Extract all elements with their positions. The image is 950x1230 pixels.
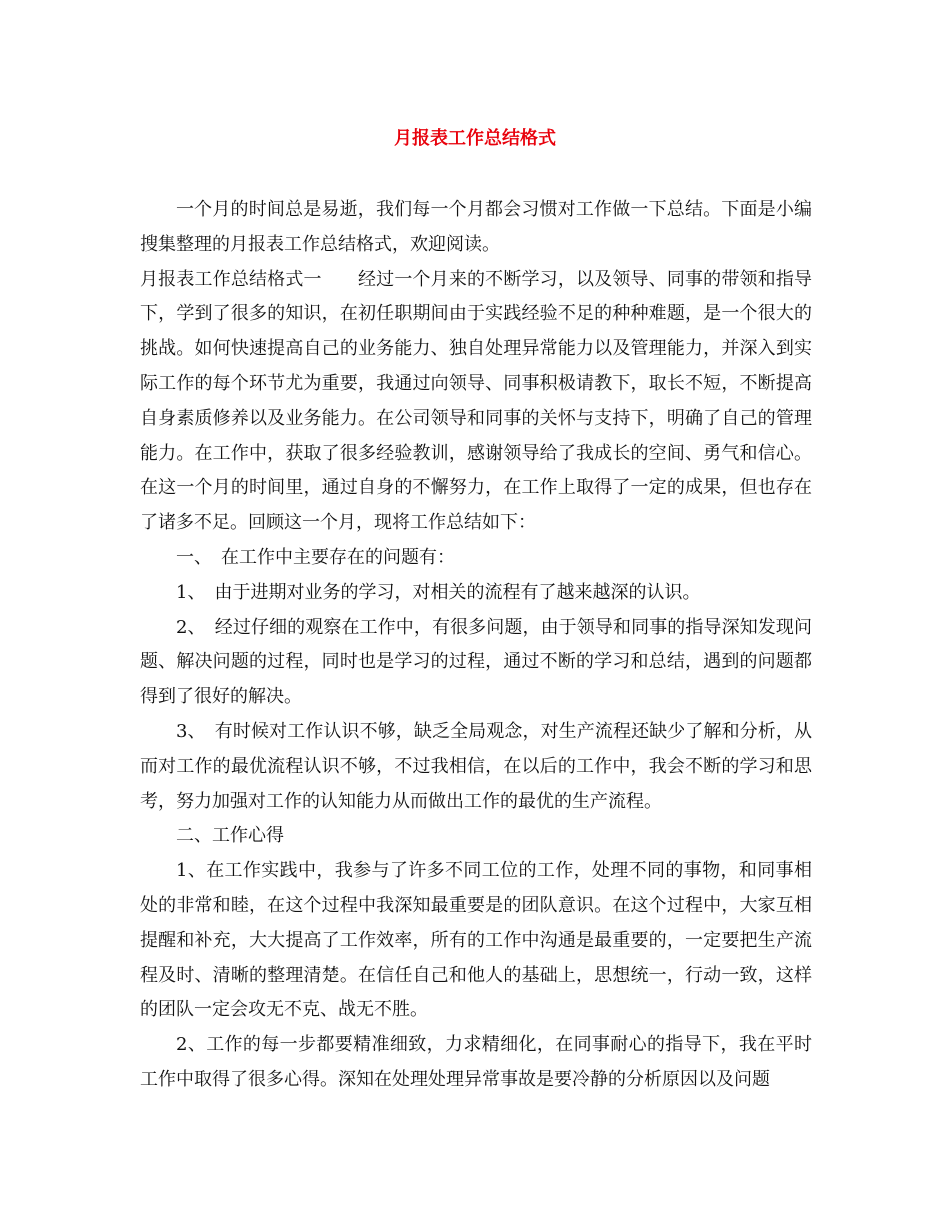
section1-paragraph: 月报表工作总结格式一 经过一个月来的不断学习，以及领导、同事的带领和指导下，学到了很多的知识，在初任职期间由于实践经验不足的种种难题，是一个很大的挑战。如何快速提高自己的业务能力、独自处理异常能力以及管理能力，并深入到实际工作的每个环节尤为重要，我通过向领导、同事积极请教下，取长不短，不断提高自身素质修养以及业务能力。在公司领导和同事的关怀与支持下，明确了自己的管理能力。在工作中，获取了很多经验教训，感谢领导给了我成长的空间、勇气和信心。在这一个月的时间里，通过自身的不懈努力，在工作上取得了一定的成果，但也存在了诸多不足。回顾这一个月，现将工作总结如下： [140,268,812,534]
problems-heading: 一、 在工作中主要存在的问题有： [176,546,455,568]
experience-item-2: 2、工作的每一步都要精准细致，力求精细化，在同事耐心的指导下，我在平时工作中取得了很多心得。深知在处理处理异常事故是要冷静的分析原因以及问题 [140,1034,812,1090]
document-title: 月报表工作总结格式 [394,128,556,149]
document-body [140,193,812,1098]
intro-paragraph: 一个月的时间总是易逝，我们每一个月都会习惯对工作做一下总结。下面是小编搜集整理的月报表工作总结格式，欢迎阅读。 [140,199,812,255]
problem-item-2: 2、 经过仔细的观察在工作中，有很多问题，由于领导和同事的指导深知发现问题、解决问题的过程，同时也是学习的过程，通过不断的学习和总结，遇到的问题都得到了很好的解决。 [140,616,812,708]
problem-item-3: 3、 有时候对工作认识不够，缺乏全局观念，对生产流程还缺少了解和分析，从而对工作的最优流程认识不够，不过我相信，在以后的工作中，我会不断的学习和思考，努力加强对工作的认知能力从而做出工作的最优的生产流程。 [140,720,812,812]
experience-item-1: 1、在工作实践中，我参与了许多不同工位的工作，处理不同的事物，和同事相处的非常和睦，在这个过程中我深知最重要是的团队意识。在这个过程中，大家互相提醒和补充，大大提高了工作效率，所有的工作中沟通是最重要的，一定要把生产流程及时、清晰的整理清楚。在信任自己和他人的基础上，思想统一，行动一致，这样的团队一定会攻无不克、战无不胜。 [140,860,812,1021]
problem-item-1: 1、 由于进期对业务的学习，对相关的流程有了越来越深的认识。 [176,581,701,603]
experience-heading: 二、工作心得 [176,825,284,847]
